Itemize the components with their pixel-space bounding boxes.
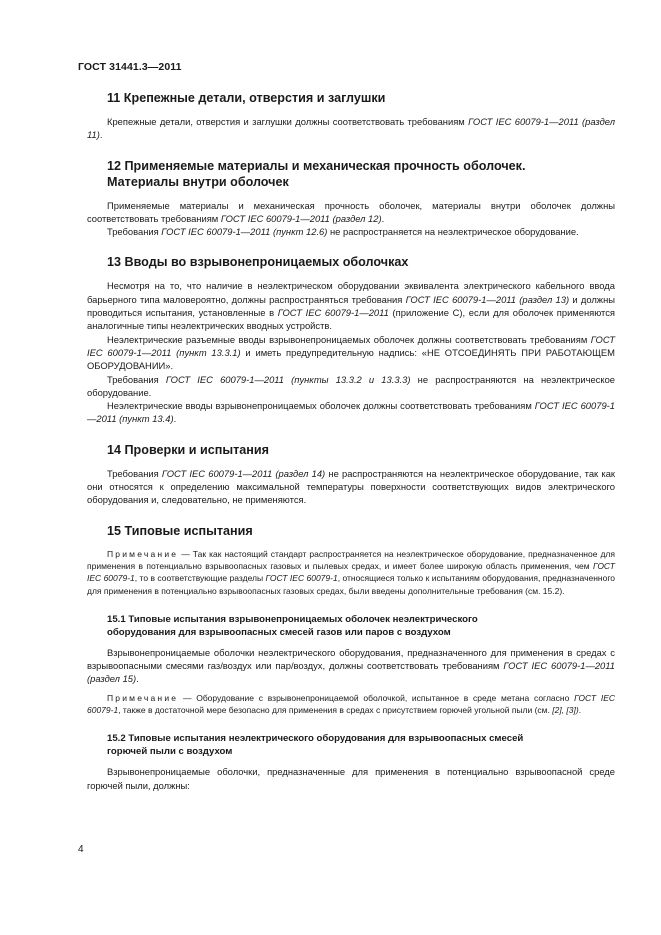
subsection-15-2-heading: 15.2 Типовые испытания неэлектрического оборудования для взрывоопасных смесей горючей пыли с воздухом xyxy=(107,733,524,758)
subsection-15-1-paragraph-1: Взрывонепроницаемые оболочки неэлектрического оборудования, предназначенного для применения в средах с взрывоопасными смесями газ/воздух или пар/воздух, должны соответствовать требованиям ГОСТ IEC 60079-1—2011 (раздел 15). xyxy=(87,646,615,685)
document-body xyxy=(87,90,615,792)
section-13-paragraph-2: Неэлектрические разъемные вводы взрывонепроницаемых оболочек должны соответствовать требованиям ГОСТ IEC 60079-1—2011 (пункт 13.3.1) и иметь предупредительную надпись: «НЕ ОТСОЕДИНЯТЬ ПРИ РАБОТАЮЩЕМ ОБОРУДОВАНИИ». xyxy=(87,333,615,372)
subsection-15-2-paragraph-1: Взрывонепроницаемые оболочки, предназначенные для применения в потенциально взрывоопасной среде горючей пыли, должны: xyxy=(87,766,615,791)
section-12-paragraph-2: Требования ГОСТ IEC 60079-1—2011 (пункт 12.6) не распространяется на неэлектрическое оборудование. xyxy=(107,226,579,238)
document-header: ГОСТ 31441.3—2011 xyxy=(78,61,182,73)
section-13-heading: 13 Вводы во взрывонепроницаемых оболочках xyxy=(107,255,409,270)
section-15-note-1: Примечание — Так как настоящий стандарт распространяется на неэлектрическое оборудование, предназначенное для применения в потенциально взрывоопасных газовых и пылевых средах, и имеет более широкую область применения, чем ГОСТ IEC 60079-1, то в соответствующие разделы ГОСТ IEC 60079-1, относящиеся только к испытаниям оборудования, предназначенного для применения в потенциально взрывоопасных газовых средах, были введены дополнительные требования (см. 15.2). xyxy=(87,548,615,596)
section-12-heading: 12 Применяемые материалы и механическая прочность оболочек. Материалы внутри оболочек xyxy=(107,158,526,189)
subsection-15-1-heading: 15.1 Типовые испытания взрывонепроницаемых оболочек неэлектрического оборудования для взрывоопасных смесей газов или паров с воздухом xyxy=(107,613,478,638)
section-11-paragraph-1: Крепежные детали, отверстия и заглушки должны соответствовать требованиям ГОСТ IEC 60079-1—2011 (раздел 11). xyxy=(87,116,615,141)
page-number: 4 xyxy=(78,844,84,855)
section-13-paragraph-1: Несмотря на то, что наличие в неэлектрическом оборудовании эквивалента электрического кабельного ввода барьерного типа маловероятно, должны распространяться требования ГОСТ IEC 60079-1—2011 (раздел 13) и должны проводиться испытания, установленные в ГОСТ IEC 60079-1—2011 (приложение С), если для оболочек применяются аналогичные типы неэлектрических вводных устройств. xyxy=(87,280,615,332)
section-11-heading: 11 Крепежные детали, отверстия и заглушки xyxy=(107,91,386,105)
section-13-paragraph-4: Неэлектрические вводы взрывонепроницаемых оболочек должны соответствовать требованиям ГОСТ IEC 60079-1—2011 (пункт 13.4). xyxy=(87,400,615,425)
section-14-paragraph-1: Требования ГОСТ IEC 60079-1—2011 (раздел 14) не распространяются на неэлектрическое оборудование, так как они относятся к определению максимальной температуры поверхности соответствующих видов электрического оборудования и, следовательно, не применяются. xyxy=(87,467,616,506)
section-15-heading: 15 Типовые испытания xyxy=(107,523,253,538)
section-14-heading: 14 Проверки и испытания xyxy=(107,442,269,457)
section-13-paragraph-3: Требования ГОСТ IEC 60079-1—2011 (пункты 13.3.2 и 13.3.3) не распространяются на неэлектрическое оборудование. xyxy=(87,373,616,398)
subsection-15-1-note: Примечание — Оборудование с взрывонепроницаемой оболочкой, испытанное в среде метана согласно ГОСТ IEC 60079-1, также в достаточной мере безопасно для применения в средах с присутствием горючей угольной пыли (см. [2], [3]). xyxy=(87,692,615,716)
section-12-paragraph-1: Применяемые материалы и механическая прочность оболочек, материалы внутри оболочек должны соответствовать требованиям ГОСТ IEC 60079-1—2011 (раздел 12). xyxy=(87,199,615,224)
